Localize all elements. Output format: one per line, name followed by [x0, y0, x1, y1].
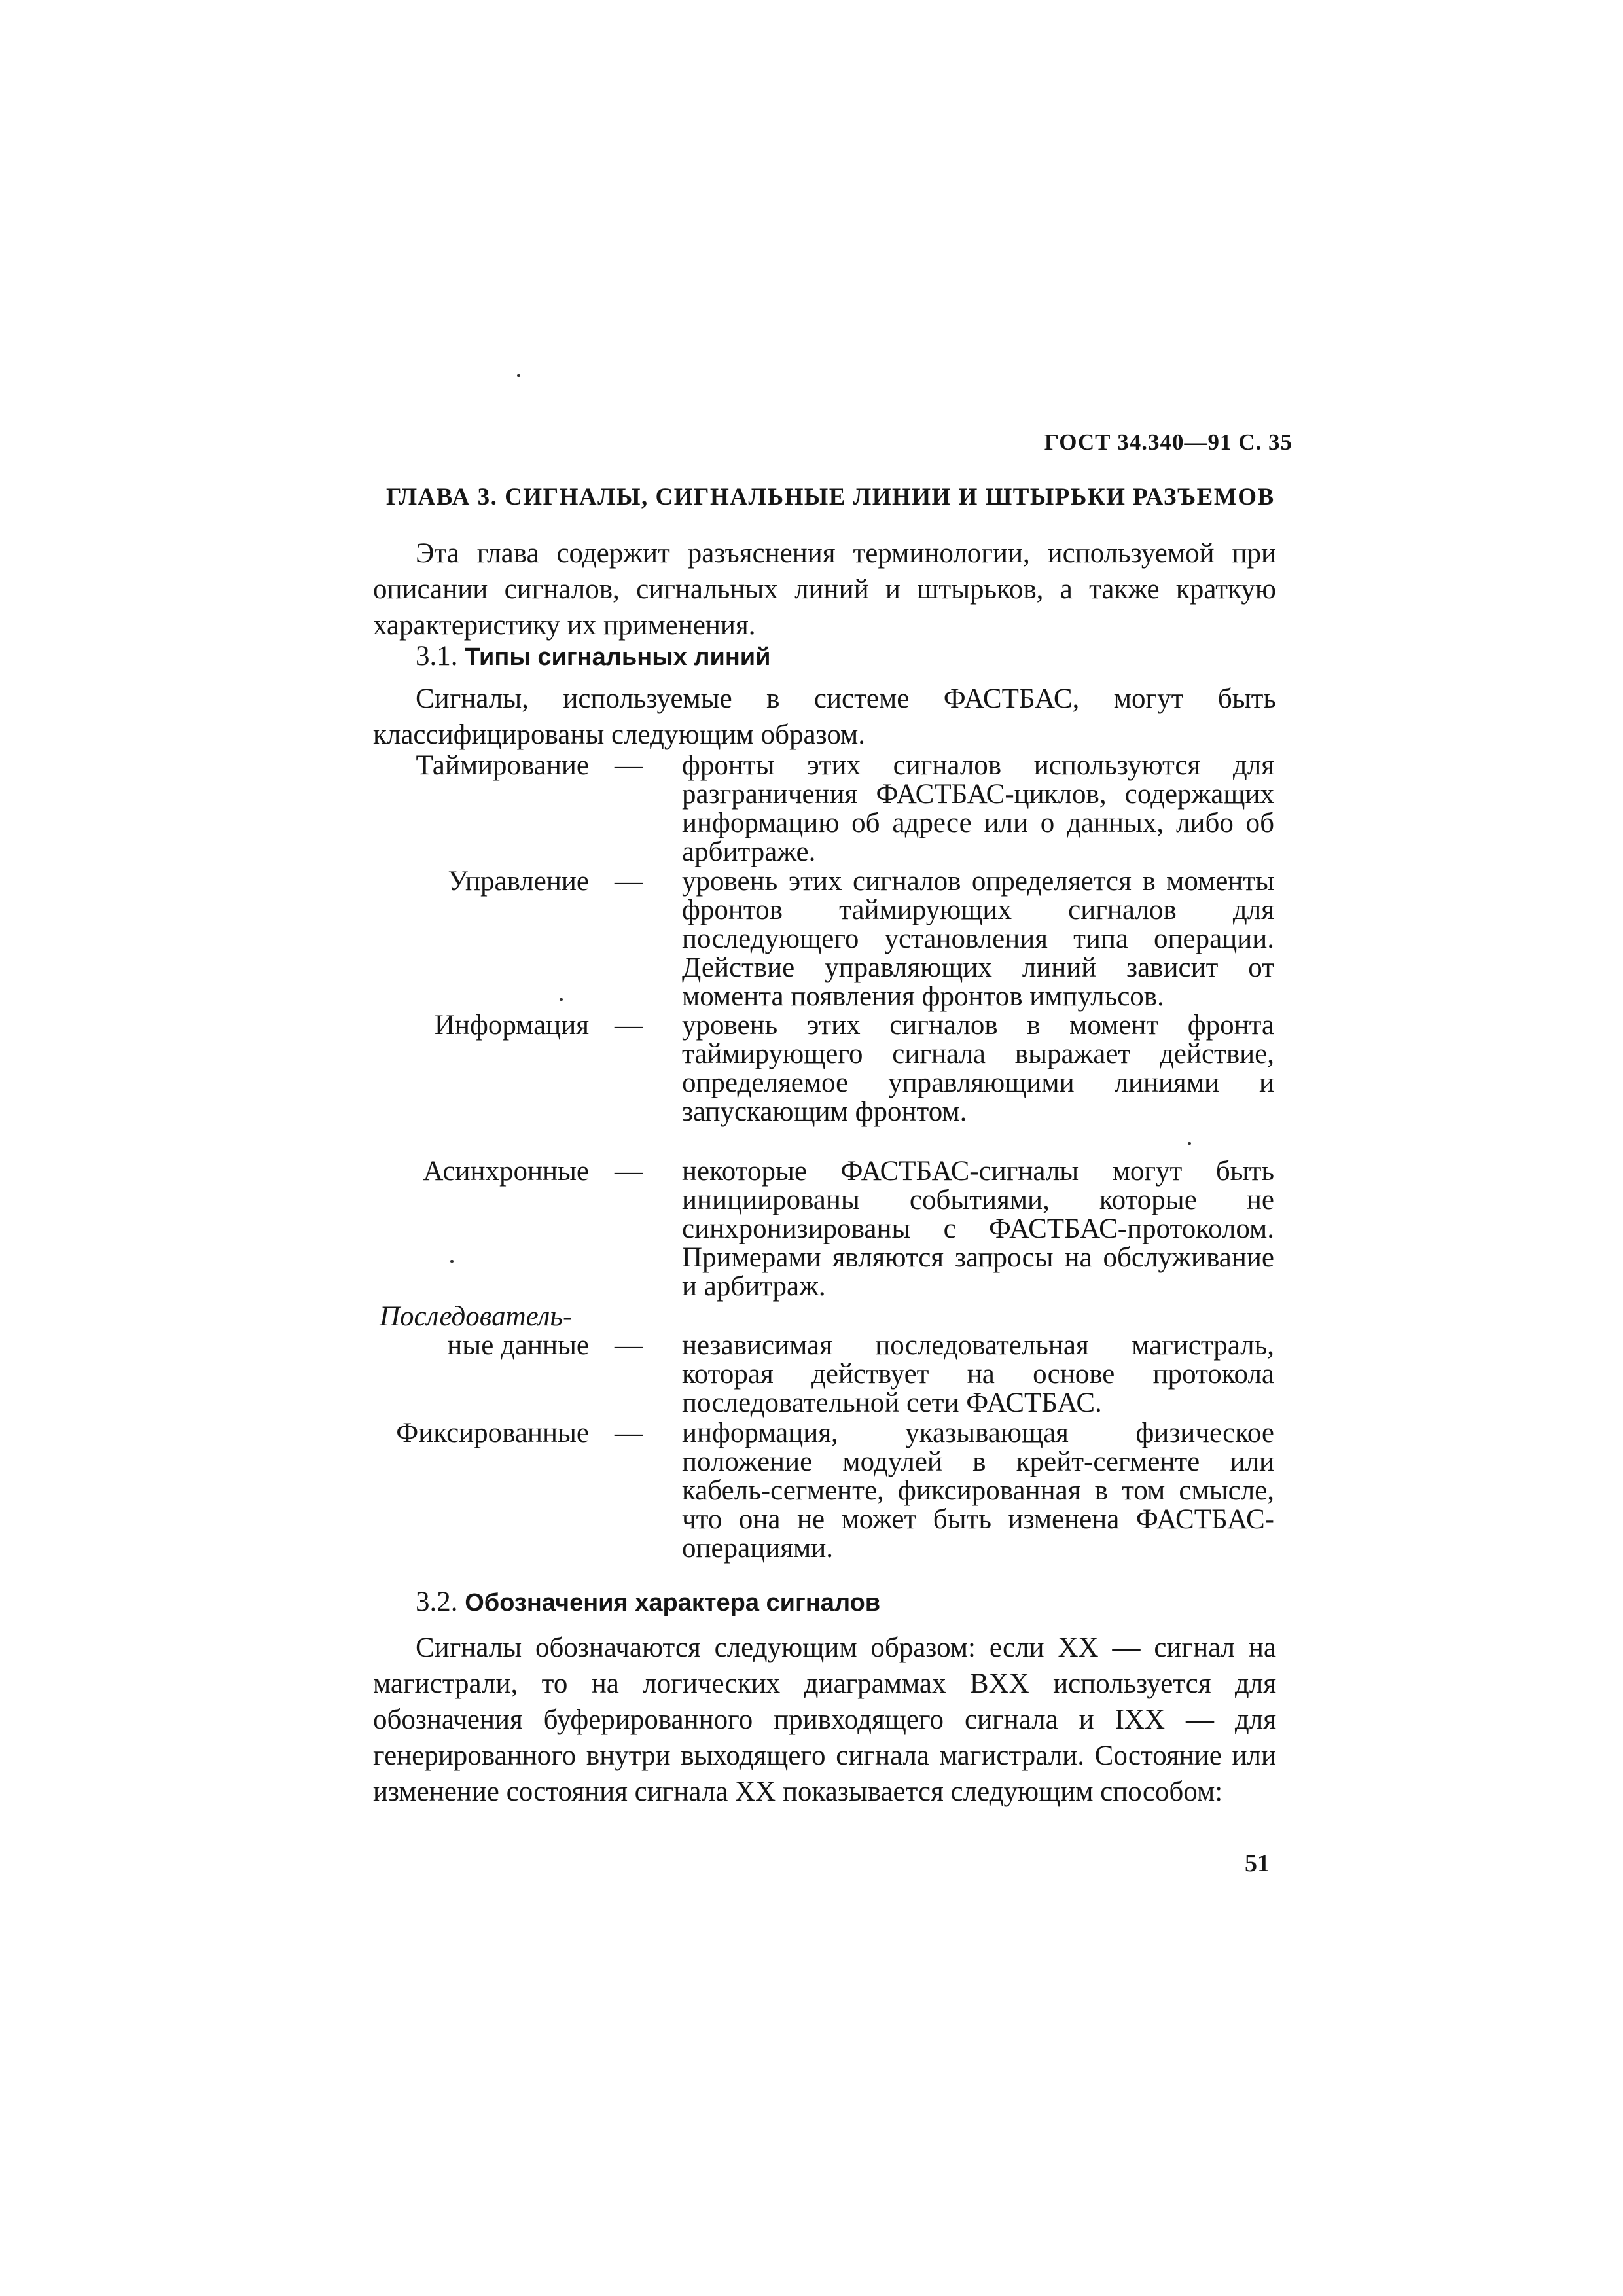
definition-dash: —	[615, 1330, 643, 1361]
definition-description: уровень этих сигналов определяется в моменты фронтов таймирующих сигналов для последующего установления типа операции. Действие управляющих линий зависит от момента появления фронтов импульсов.	[682, 866, 1274, 1012]
definition-term-line1: Последователь-	[380, 1301, 573, 1332]
definition-dash: —	[615, 1418, 643, 1448]
definition-description: уровень этих сигналов в момент фронта таймирующего сигнала выражает действие, определяемое управляющими линиями и запускающим фронтом.	[682, 1010, 1274, 1127]
chapter-title: ГЛАВА 3. СИГНАЛЫ, СИГНАЛЬНЫЕ ЛИНИИ И ШТЫРЬКИ РАЗЪЕМОВ	[386, 484, 1275, 511]
section-paragraph: Сигналы, используемые в системе ФАСТБАС, могут быть классифицированы следующим образом.	[373, 683, 1276, 750]
scan-speck	[560, 998, 563, 1001]
chapter-intro-paragraph: Эта глава содержит разъяснения терминологии, используемой при описании сигналов, сигнальных линий и штырьков, а также краткую характеристику их применения.	[373, 538, 1276, 641]
definition-dash: —	[615, 750, 643, 781]
definition-term: ные данные	[447, 1330, 589, 1361]
scan-speck	[517, 374, 520, 377]
section-title: Обозначения характера сигналов	[465, 1589, 881, 1617]
section-paragraph: Сигналы обозначаются следующим образом: если XX — сигнал на магистрали, то на логических диаграммах BXX используется для обозначения буферированного привходящего сигнала и IXX — для генерированного внутри выходящего сигнала магистрали. Состояние или изменение состояния сигнала XX показывается следующим способом:	[373, 1632, 1276, 1807]
standard-reference: ГОСТ 34.340—91 С. 35	[1044, 429, 1293, 455]
section-heading-3-2	[416, 1584, 880, 1621]
definition-term: Асинхронные	[423, 1156, 589, 1187]
definition-dash: —	[615, 1156, 643, 1187]
definition-description: информация, указывающая физическое положение модулей в крейт-сегменте или кабель-сегменте, фиксированная в том смысле, что она не может быть изменена ФАСТБАС-операциями.	[682, 1418, 1274, 1564]
scan-speck	[450, 1260, 454, 1263]
definition-term: Управление	[448, 866, 589, 897]
definition-description: независимая последовательная магистраль, которая действует на основе протокола последовательной сети ФАСТБАС.	[682, 1330, 1274, 1418]
page-number: 51	[1245, 1850, 1270, 1877]
definition-term: Таймирование	[416, 750, 589, 781]
scan-speck	[1188, 1142, 1191, 1145]
section-number: 3.1.	[416, 641, 458, 672]
definition-dash: —	[615, 1010, 643, 1041]
section-number: 3.2.	[416, 1587, 458, 1617]
section-heading-3-1	[416, 638, 771, 675]
definition-term: Информация	[434, 1010, 589, 1041]
definition-description: фронты этих сигналов используются для разграничения ФАСТБАС-циклов, содержащих информацию об адресе или о данных, либо об арбитраже.	[682, 750, 1274, 867]
section-title: Типы сигнальных линий	[465, 643, 771, 671]
definition-description: некоторые ФАСТБАС-сигналы могут быть инициированы событиями, которые не синхронизированы с ФАСТБАС-протоколом. Примерами являются запросы на обслуживание и арбитраж.	[682, 1156, 1274, 1302]
definition-term: Фиксированные	[396, 1418, 589, 1448]
definition-dash: —	[615, 866, 643, 897]
